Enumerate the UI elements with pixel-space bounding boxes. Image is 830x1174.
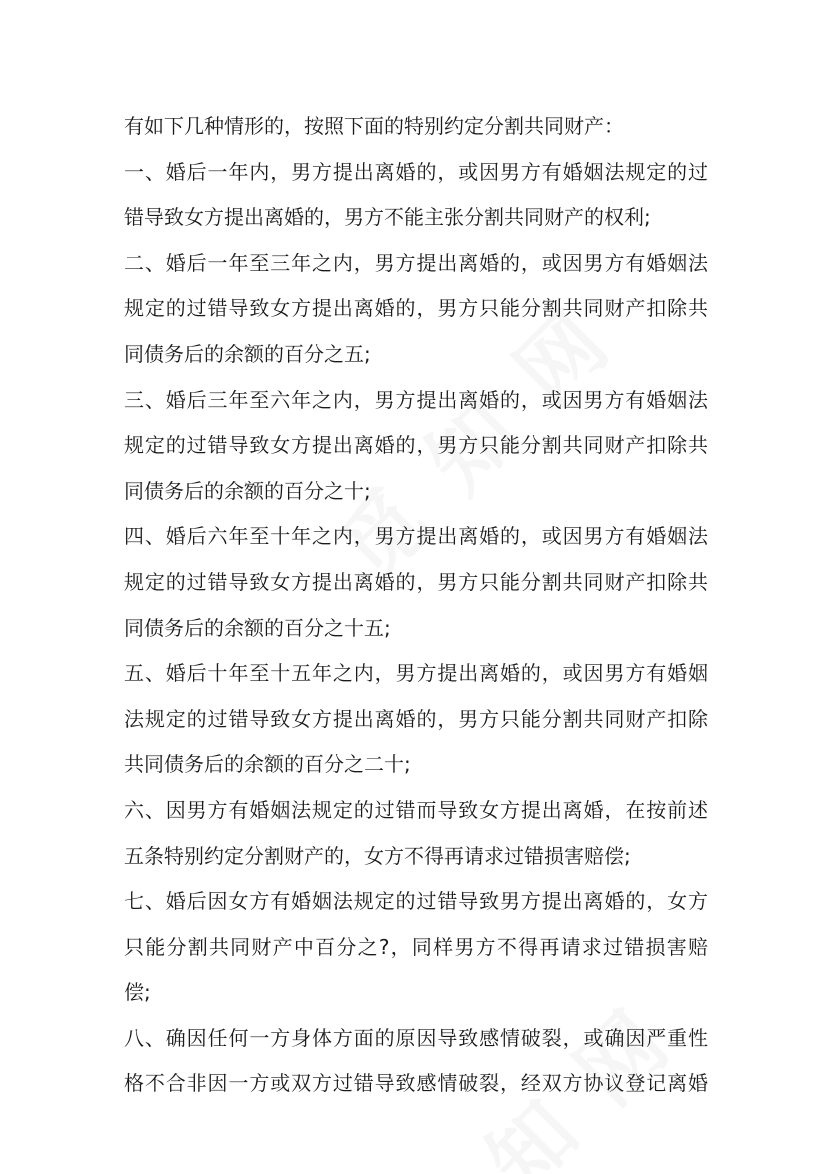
text-line: 六、因男方有婚姻法规定的过错而导致女方提出离婚，在按前述 [124, 797, 708, 822]
text-line: 同债务后的余额的百分之十; [124, 478, 371, 503]
text-line: 法规定的过错导致女方提出离婚的，男方只能分割共同财产扣除 [124, 706, 708, 731]
text-line: 规定的过错导致女方提出离婚的，男方只能分割共同财产扣除共 [124, 433, 708, 458]
text-line: 有如下几种情形的，按照下面的特别约定分割共同财产： [124, 114, 624, 138]
text-line: 二、婚后一年至三年之内，男方提出离婚的，或因男方有婚姻法 [124, 250, 708, 275]
text-line: 错导致女方提出离婚的，男方不能主张分割共同财产的权利; [124, 205, 651, 230]
text-line: 五条特别约定分割财产的，女方不得再请求过错损害赔偿; [124, 843, 631, 868]
text-line: 七、婚后因女方有婚姻法规定的过错导致男方提出离婚的，女方 [124, 889, 708, 914]
text-line: 同债务后的余额的百分之五; [124, 341, 371, 366]
text-line: 三、婚后三年至六年之内，男方提出离婚的，或因男方有婚姻法 [124, 387, 708, 412]
text-line: 五、婚后十年至十五年之内，男方提出离婚的，或因男方有婚姻 [124, 661, 708, 686]
text-line: 同债务后的余额的百分之十五; [124, 615, 391, 640]
text-line: 规定的过错导致女方提出离婚的，男方只能分割共同财产扣除共 [124, 569, 708, 594]
text-line: 一、婚后一年内，男方提出离婚的，或因男方有婚姻法规定的过 [124, 159, 708, 184]
text-line: 格不合非因一方或双方过错导致感情破裂，经双方协议登记离婚 [124, 1071, 708, 1096]
text-line: 四、婚后六年至十年之内，男方提出离婚的，或因男方有婚姻法 [124, 524, 708, 549]
text-line: 偿; [124, 980, 151, 1005]
text-line: 规定的过错导致女方提出离婚的，男方只能分割共同财产扣除共 [124, 296, 708, 321]
text-line: 共同债务后的余额的百分之二十; [124, 752, 411, 777]
text-line: 只能分割共同财产中百分之?，同样男方不得再请求过错损害赔 [124, 934, 708, 959]
document-body [124, 104, 708, 1107]
text-line: 八、确因任何一方身体方面的原因导致感情破裂，或确因严重性 [124, 1025, 708, 1050]
